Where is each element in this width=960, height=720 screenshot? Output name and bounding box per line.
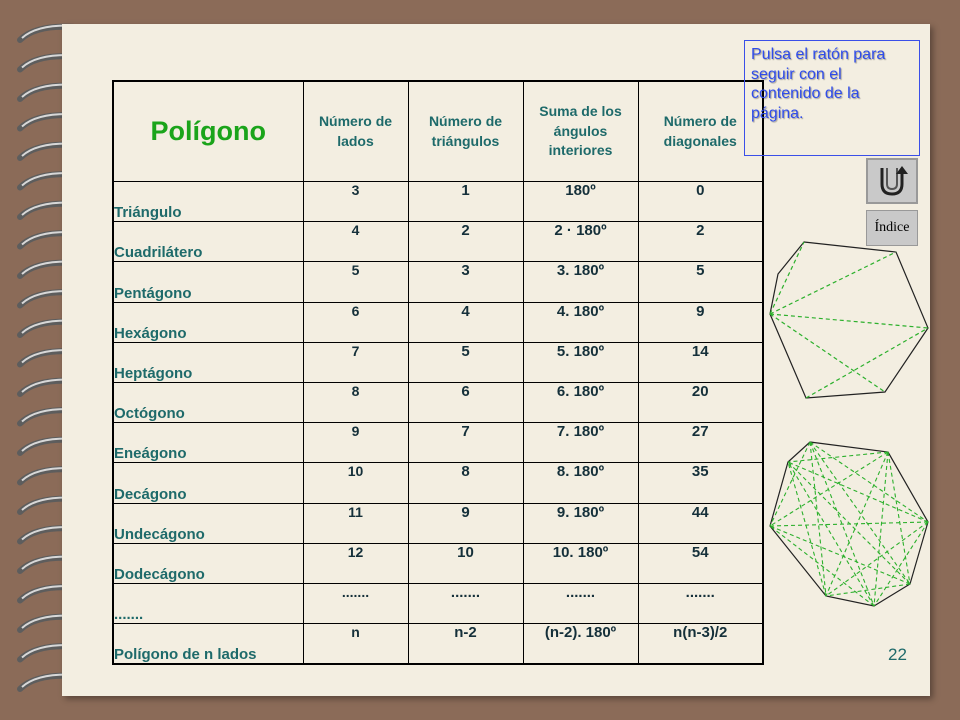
angles-cell: 2 · 180º bbox=[523, 222, 638, 262]
name-cell: Polígono de n lados bbox=[113, 624, 303, 664]
header-triangles: Número de triángulos bbox=[408, 81, 523, 182]
octagon-all-diagonals-diagram bbox=[770, 442, 928, 606]
sides-cell: 12 bbox=[303, 543, 408, 583]
header-diagonals: Número de diagonales bbox=[638, 81, 763, 182]
diagonal-line bbox=[810, 442, 826, 596]
table-row bbox=[113, 262, 763, 302]
angles-cell: 8. 180º bbox=[523, 463, 638, 503]
name-cell: Octógono bbox=[113, 383, 303, 423]
sides-cell: 4 bbox=[303, 222, 408, 262]
angles-cell: 10. 180º bbox=[523, 543, 638, 583]
triangles-cell: 8 bbox=[408, 463, 523, 503]
triangles-cell: 1 bbox=[408, 182, 523, 222]
name-cell: Undecágono bbox=[113, 503, 303, 543]
name-cell: Pentágono bbox=[113, 262, 303, 302]
sides-cell: 5 bbox=[303, 262, 408, 302]
angles-cell: (n-2). 180º bbox=[523, 624, 638, 664]
table-row bbox=[113, 222, 763, 262]
sides-cell: 8 bbox=[303, 383, 408, 423]
diagonal-line bbox=[770, 526, 910, 584]
diagonals-cell: n(n-3)/2 bbox=[638, 624, 763, 664]
table-row bbox=[113, 503, 763, 543]
diagonals-cell: 14 bbox=[638, 342, 763, 382]
angles-cell: ....... bbox=[523, 584, 638, 624]
sides-cell: 7 bbox=[303, 342, 408, 382]
name-cell: Triángulo bbox=[113, 182, 303, 222]
triangles-cell: ....... bbox=[408, 584, 523, 624]
page-number: 22 bbox=[888, 645, 907, 664]
table-row bbox=[113, 302, 763, 342]
sides-cell: 9 bbox=[303, 423, 408, 463]
table-row bbox=[113, 463, 763, 503]
name-cell: Dodecágono bbox=[113, 543, 303, 583]
polygon-table-wrapper bbox=[112, 80, 762, 665]
u-turn-back-icon bbox=[874, 164, 910, 198]
diagonals-cell: 5 bbox=[638, 262, 763, 302]
table-row bbox=[113, 624, 763, 664]
diagonals-cell: 9 bbox=[638, 302, 763, 342]
diagonal-line bbox=[874, 452, 888, 606]
angles-cell: 3. 180º bbox=[523, 262, 638, 302]
table-row bbox=[113, 543, 763, 583]
table-row bbox=[113, 182, 763, 222]
polygon-diagrams bbox=[760, 230, 940, 620]
diagonal-line bbox=[788, 462, 874, 606]
table-row bbox=[113, 342, 763, 382]
back-button[interactable] bbox=[866, 158, 918, 204]
triangles-cell: 2 bbox=[408, 222, 523, 262]
sides-cell: 3 bbox=[303, 182, 408, 222]
angles-cell: 9. 180º bbox=[523, 503, 638, 543]
name-cell: Eneágono bbox=[113, 423, 303, 463]
table-row bbox=[113, 584, 763, 624]
angles-cell: 5. 180º bbox=[523, 342, 638, 382]
name-cell: ....... bbox=[113, 584, 303, 624]
table-row bbox=[113, 383, 763, 423]
sides-cell: 10 bbox=[303, 463, 408, 503]
triangles-cell: 6 bbox=[408, 383, 523, 423]
sides-cell: 11 bbox=[303, 503, 408, 543]
angles-cell: 6. 180º bbox=[523, 383, 638, 423]
name-cell: Hexágono bbox=[113, 302, 303, 342]
angles-cell: 180º bbox=[523, 182, 638, 222]
sides-cell: 6 bbox=[303, 302, 408, 342]
table-header-row bbox=[113, 81, 763, 182]
diagonals-cell: 35 bbox=[638, 463, 763, 503]
diagonal-line bbox=[770, 242, 804, 314]
angles-cell: 7. 180º bbox=[523, 423, 638, 463]
diagonals-cell: 27 bbox=[638, 423, 763, 463]
note-text: Pulsa el ratón para seguir con el contenido de la página. bbox=[751, 46, 886, 122]
diagonals-cell: 20 bbox=[638, 383, 763, 423]
index-button[interactable]: Índice bbox=[866, 210, 918, 246]
triangles-cell: n-2 bbox=[408, 624, 523, 664]
triangles-cell: 3 bbox=[408, 262, 523, 302]
triangles-cell: 5 bbox=[408, 342, 523, 382]
diagonals-cell: ....... bbox=[638, 584, 763, 624]
diagonal-line bbox=[874, 522, 928, 606]
header-polygon: Polígono bbox=[113, 81, 303, 182]
polygon-outline bbox=[770, 242, 928, 398]
triangles-cell: 7 bbox=[408, 423, 523, 463]
angles-cell: 4. 180º bbox=[523, 302, 638, 342]
diagonal-line bbox=[788, 462, 826, 596]
table-row bbox=[113, 423, 763, 463]
diagonal-line bbox=[770, 314, 928, 328]
diagonals-cell: 2 bbox=[638, 222, 763, 262]
header-angles: Suma de los ángulos interiores bbox=[523, 81, 638, 182]
heptagon-diagram bbox=[770, 242, 928, 398]
diagonals-cell: 44 bbox=[638, 503, 763, 543]
header-sides: Número de lados bbox=[303, 81, 408, 182]
name-cell: Heptágono bbox=[113, 342, 303, 382]
sides-cell: n bbox=[303, 624, 408, 664]
name-cell: Cuadrilátero bbox=[113, 222, 303, 262]
diagonal-line bbox=[806, 328, 928, 398]
polygon-table bbox=[112, 80, 764, 665]
diagonals-cell: 0 bbox=[638, 182, 763, 222]
diagonal-line bbox=[826, 522, 928, 596]
diagonals-cell: 54 bbox=[638, 543, 763, 583]
diagonal-line bbox=[826, 584, 910, 596]
name-cell: Decágono bbox=[113, 463, 303, 503]
triangles-cell: 9 bbox=[408, 503, 523, 543]
triangles-cell: 4 bbox=[408, 302, 523, 342]
click-instruction-note bbox=[744, 40, 920, 156]
diagonal-line bbox=[810, 442, 928, 522]
sides-cell: ....... bbox=[303, 584, 408, 624]
triangles-cell: 10 bbox=[408, 543, 523, 583]
